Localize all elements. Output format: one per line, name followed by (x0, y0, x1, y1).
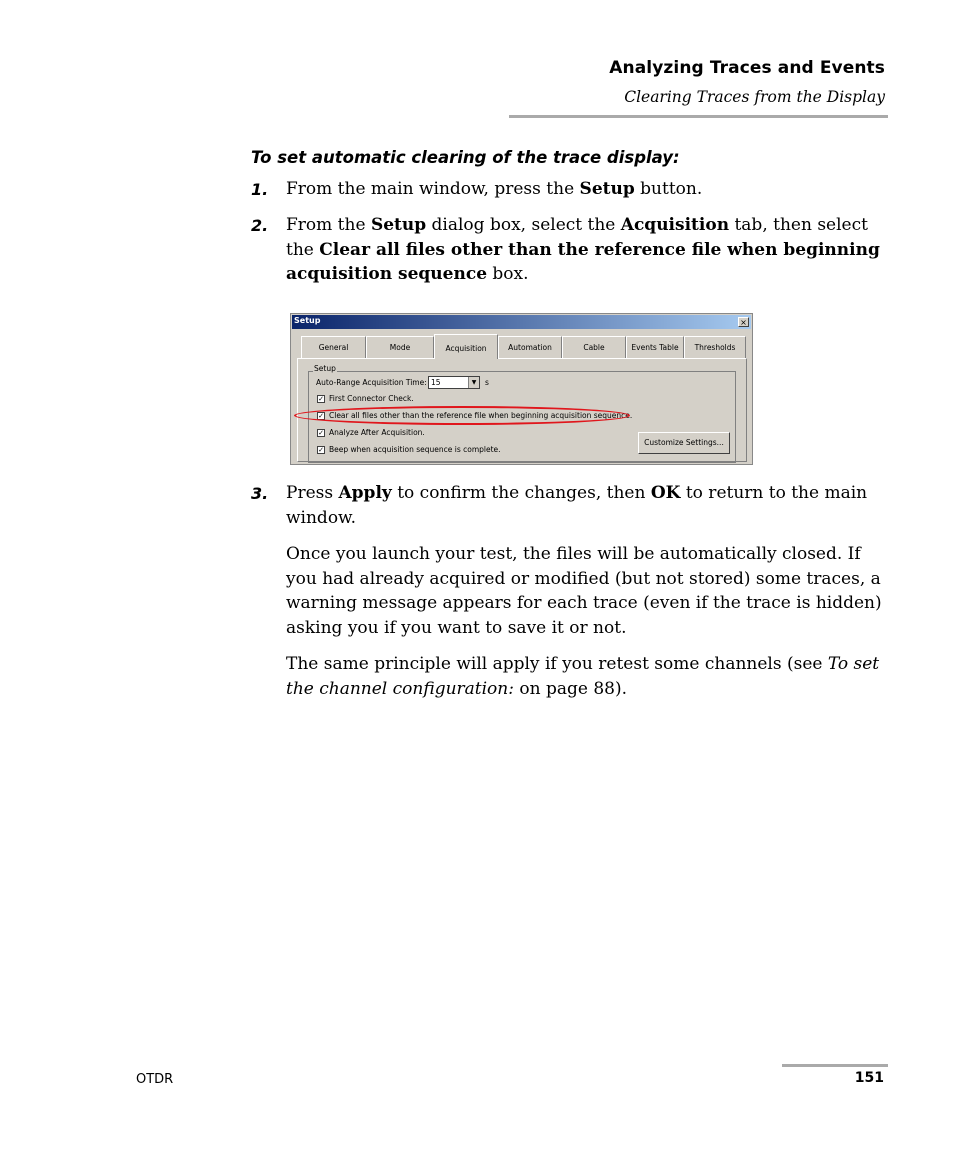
step-1-text: From the main window, press the Setup button. (286, 179, 703, 199)
highlight-ellipse (294, 406, 633, 425)
step-1-number: 1. (251, 180, 269, 199)
beep-checkbox[interactable]: ✓ (318, 446, 324, 454)
beep-label: Beep when acquisition sequence is complete. (329, 445, 501, 454)
close-icon[interactable]: × (738, 317, 749, 327)
auto-range-select[interactable] (428, 376, 480, 389)
first-connector-checkbox[interactable]: ✓ (318, 395, 324, 403)
analyze-after-checkbox[interactable]: ✓ (318, 429, 324, 437)
tab-cable[interactable]: Cable (562, 336, 626, 358)
procedure-title: To set automatic clearing of the trace display: (251, 148, 680, 167)
page-number: 151 (854, 1070, 884, 1086)
auto-range-unit: s (485, 378, 489, 387)
cross-reference-link[interactable]: To set the channel configuration: (286, 654, 880, 699)
tab-thresholds[interactable]: Thresholds (684, 336, 746, 358)
clear-files-label: Clear all files other than the reference file when beginning acquisition sequence. (329, 411, 633, 420)
tab-events-table[interactable]: Events Table (626, 336, 684, 358)
dialog-titlebar (292, 315, 751, 329)
dialog-title: Setup (294, 316, 321, 325)
auto-range-label: Auto-Range Acquisition Time: (316, 378, 427, 387)
step-3-text: Press Apply to confirm the changes, then OK to return to the main window. (286, 483, 868, 528)
retest-paragraph: The same principle will apply if you retest some channels (see To set the channel configuration: on page 88). (286, 654, 880, 699)
step-3-number: 3. (251, 484, 269, 503)
tab-automation[interactable]: Automation (498, 336, 562, 358)
analyze-after-label: Analyze After Acquisition. (329, 428, 425, 437)
footer-rule (782, 1064, 888, 1067)
customize-settings-button[interactable]: Customize Settings... (638, 432, 730, 454)
setup-dialog-screenshot (290, 313, 753, 465)
group-label: Setup (314, 364, 336, 373)
footer-product: OTDR (136, 1072, 174, 1087)
running-header-subtitle: Clearing Traces from the Display (624, 88, 885, 106)
chevron-down-icon[interactable]: ▼ (468, 377, 479, 388)
step-2-number: 2. (251, 216, 269, 235)
header-rule (509, 115, 888, 118)
running-header-title: Analyzing Traces and Events (609, 58, 885, 78)
launch-paragraph: Once you launch your test, the files will be automatically closed. If you had already acquired or modified (but not stored) some traces, a warning message appears for each trace (even if the trace is hidden) asking you if you want to save it or not. (286, 544, 882, 638)
step-2-text: From the Setup dialog box, select the Acquisition tab, then select the Clear all files other than the reference file when beginning acquisition sequence box. (286, 215, 880, 284)
auto-range-value: 15 (431, 378, 441, 387)
clear-files-checkbox[interactable]: ✓ (318, 412, 324, 420)
first-connector-label: First Connector Check. (329, 394, 414, 403)
tab-general[interactable]: General (301, 336, 366, 358)
tab-acquisition[interactable]: Acquisition (434, 334, 498, 359)
tab-mode[interactable]: Mode (366, 336, 434, 358)
